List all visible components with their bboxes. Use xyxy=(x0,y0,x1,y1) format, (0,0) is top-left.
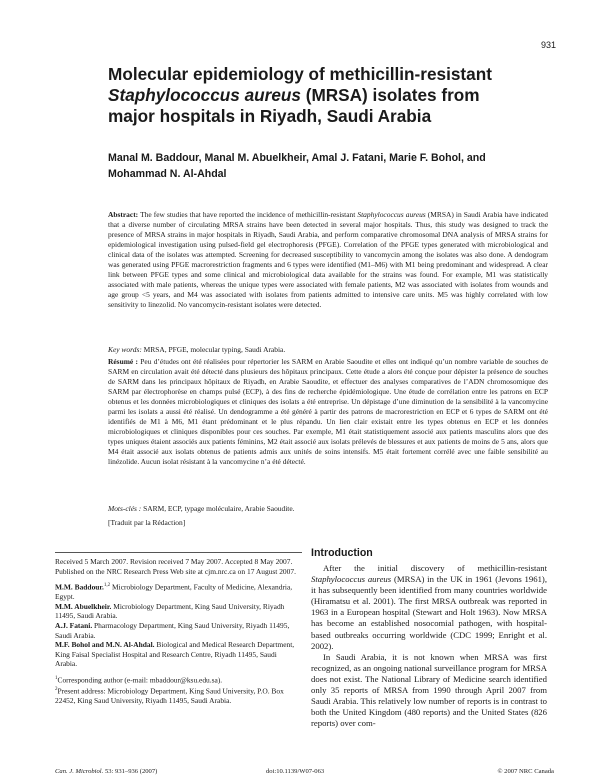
footnote-text: Present address: Microbiology Department, King Saud University, P.O. Box 22452, King Saud University, Riyadh 11495, Saudi Arabia. xyxy=(55,686,284,706)
introduction-paragraph-2: In Saudi Arabia, it is not known when MRSA was first recognized, as an ongoing national surveillance program for MRSA does not exist. The National Library of Medicine search identified only 35 reports of MRSA from 1990 through April 2007 from Saudi Arabia. This relatively low number of reports is in contrast to both the United Kingdom (480 reports) and the United States (826 reports) over com- xyxy=(311,651,547,729)
footnotes xyxy=(55,674,300,706)
affiliation-name: M.M. Baddour. xyxy=(55,582,104,592)
affiliation-item xyxy=(55,640,300,669)
affiliation-item xyxy=(55,602,300,621)
title-line-1: Molecular epidemiology of methicillin-resistant xyxy=(108,64,492,84)
affiliation-name: A.J. Fatani. xyxy=(55,621,93,631)
footnote-item xyxy=(55,674,300,685)
footnote-sup: 2 xyxy=(55,687,58,693)
affiliation-sup: 1,2 xyxy=(103,583,111,589)
affiliation-name: M.F. Bohol and M.N. Al-Ahdal. xyxy=(55,640,155,650)
affiliation-text: Microbiology Department, King Saud University, Riyadh 11495, Saudi Arabia. xyxy=(55,601,285,621)
abstract-text-2: (MRSA) in Saudi Arabia have indicated that a diverse number of circulating MRSA strains have been detected in several major hospitals. Thus, this study was designed to track the presence of MRSA strains in major hospitals in Riyadh, Saudi Arabia, and perform comparative chromosomal DNA analysis of MRSA strains for epidemiological investigation using pulsed-field gel electrophoresis (PFGE). Correlation of the PFGE types generated with microbiological and clinical data of the isolates was attempted. Screening for decreased susceptibility to vancomycin among the isolates was also done. A dendogram was generated using PFGE macrorestriction fragments and 6 types were identified (M1–M6) with M1 being predominant and widespread. A clear link between PFGE types and some clinical and microbiological data available for the strains was found. For example, M1 was statistically associated with male patients, whereas the unique types were associated with female patients, M2 was associated with isolates from wounds and age group <5 years, and M4 was associated with isolates from patients admitted to intensive care units. M5 was highly correlated with low sensitivity to linezolid. No vancomycin-resistant isolates were detected. xyxy=(108,210,548,310)
footer-citation xyxy=(55,768,157,775)
footnote-item xyxy=(55,685,300,706)
footnote-text: Corresponding author (e-mail: mbaddour@ksu.edu.sa). xyxy=(57,675,223,685)
mots-cles-text: SARM, ECP, typage moléculaire, Arabie Saoudite. xyxy=(141,504,295,513)
affiliation-text: Pharmacology Department, King Saud University, Riyadh 11495, Saudi Arabia. xyxy=(55,621,290,640)
article-notes xyxy=(55,557,300,706)
intro-text: After the initial discovery of methicillin-resistant xyxy=(323,563,547,573)
footer-copyright: © 2007 NRC Canada xyxy=(497,768,554,775)
affiliation-item xyxy=(55,621,300,640)
introduction-heading: Introduction xyxy=(311,547,373,559)
affiliations xyxy=(55,581,300,669)
mots-cles xyxy=(108,504,548,513)
affiliation-text: Microbiology Department, Faculty of Medicine, Alexandria, Egypt. xyxy=(55,582,293,602)
footer-journal: Can. J. Microbiol. xyxy=(55,768,104,775)
article-title xyxy=(108,64,558,127)
introduction-paragraph-1 xyxy=(311,563,547,652)
title-species: Staphylococcus aureus xyxy=(108,85,301,105)
page-number: 931 xyxy=(540,40,556,50)
author-list xyxy=(108,150,548,182)
mots-cles-label: Mots-clés : xyxy=(108,504,142,513)
authors-line-2: Mohammad N. Al-Ahdal xyxy=(108,168,227,180)
keywords-label: Key words: xyxy=(108,345,142,354)
title-line-3: major hospitals in Riyadh, Saudi Arabia xyxy=(108,106,432,126)
introduction-body xyxy=(311,563,547,729)
intro-species: Staphylococcus aureus xyxy=(311,574,392,585)
title-line-2: (MRSA) isolates from xyxy=(300,85,480,105)
footnote-sup: 1 xyxy=(55,676,58,682)
resume xyxy=(108,357,548,468)
abstract-text-1: The few studies that have reported the incidence of methicillin-resistant xyxy=(138,210,358,219)
authors-line-1: Manal M. Baddour, Manal M. Abuelkheir, Amal J. Fatani, Marie F. Bohol, and xyxy=(108,152,486,164)
footer-doi: doi:10.1139/W07-063 xyxy=(266,768,325,775)
resume-text: Peu d’études ont été réalisées pour répertorier les SARM en Arabie Saoudite et elles ont indiqué qu’un nombre variable de souches de SARM en circulation avait été détecté dans plusieurs des hôpitaux principaux. Cette étude a alors été conçue pour dépister la présence de souches de SARM dans les principaux hôpitaux de Riyadh, en Arabie Saoudite, et effectuer des analyses comparatives de l’ADN chromosomique des SARM par électrophorèse en champs pulsé (ECP), à des fins de recherche épidémiologique. Une étude de corrélation entre les patrons en ECP obtenus et les données microbiologiques et cliniques des isolats a été entreprise. Un dépistage d’une diminution de la sensibilité à la vancomycine parmi les isolats a aussi été réalisé. Un dendogramme a été généré à partir des patrons de macrorestriction en ECP et 6 types de SARM ont été identifiés de M1 à M6, M1 étant prédominant et le plus répandu. Un lien clair existait entre les types obtenus en ECP et les données microbiologiques et cliniques disponibles pour ces souches. Par exemple, M1 était statistiquement associé aux patients masculins alors que des types uniques étaient associés aux patients féminins, M2 était associé aux isolats prélevés de blessures et aux patients de moins de 5 ans, alors que M4 était associé aux isolats obtenus de patients admis aux unités de soins intensifs. M5 était fortement corrélé avec une faible sensibilité au linézolide. Aucun isolat résistant à la vancomycine n’a été détecté. xyxy=(108,357,548,467)
intro-text: (MRSA) in the UK in 1961 (Jevons 1961), it has subsequently been identified from many countries worldwide (Hiramatsu et al. 2001). The first MRSA outbreak was reported in 1963 in a European hospital (Stewart and Holt 1963). Now MRSA has become an established nosocomial pathogen, with hospital-based outbreaks occurring worldwide (CDC 1999; Enright et al. 2002). xyxy=(311,574,547,651)
notes-divider xyxy=(55,552,302,553)
resume-label: Résumé : xyxy=(108,357,138,366)
footer-volume: 53: 931–936 (2007) xyxy=(103,768,158,775)
abstract-species: Staphylococcus aureus xyxy=(357,210,426,219)
affiliation-text: Biological and Medical Research Department, King Faisal Specialist Hospital and Research Centre, Riyadh 11495, Saudi Arabia. xyxy=(55,640,295,669)
keywords-text: MRSA, PFGE, molecular typing, Saudi Arabia. xyxy=(141,345,286,354)
abstract-label: Abstract: xyxy=(108,210,139,219)
received-dates: Received 5 March 2007. Revision received 7 May 2007. Accepted 8 May 2007. Published on the NRC Research Press Web site at cjm.nrc.ca on 17 August 2007. xyxy=(55,557,296,576)
abstract xyxy=(108,210,548,310)
affiliation-name: M.M. Abuelkheir. xyxy=(55,601,112,611)
affiliation-item xyxy=(55,581,300,602)
keywords xyxy=(108,345,548,354)
translation-note: [Traduit par la Rédaction] xyxy=(108,518,186,527)
